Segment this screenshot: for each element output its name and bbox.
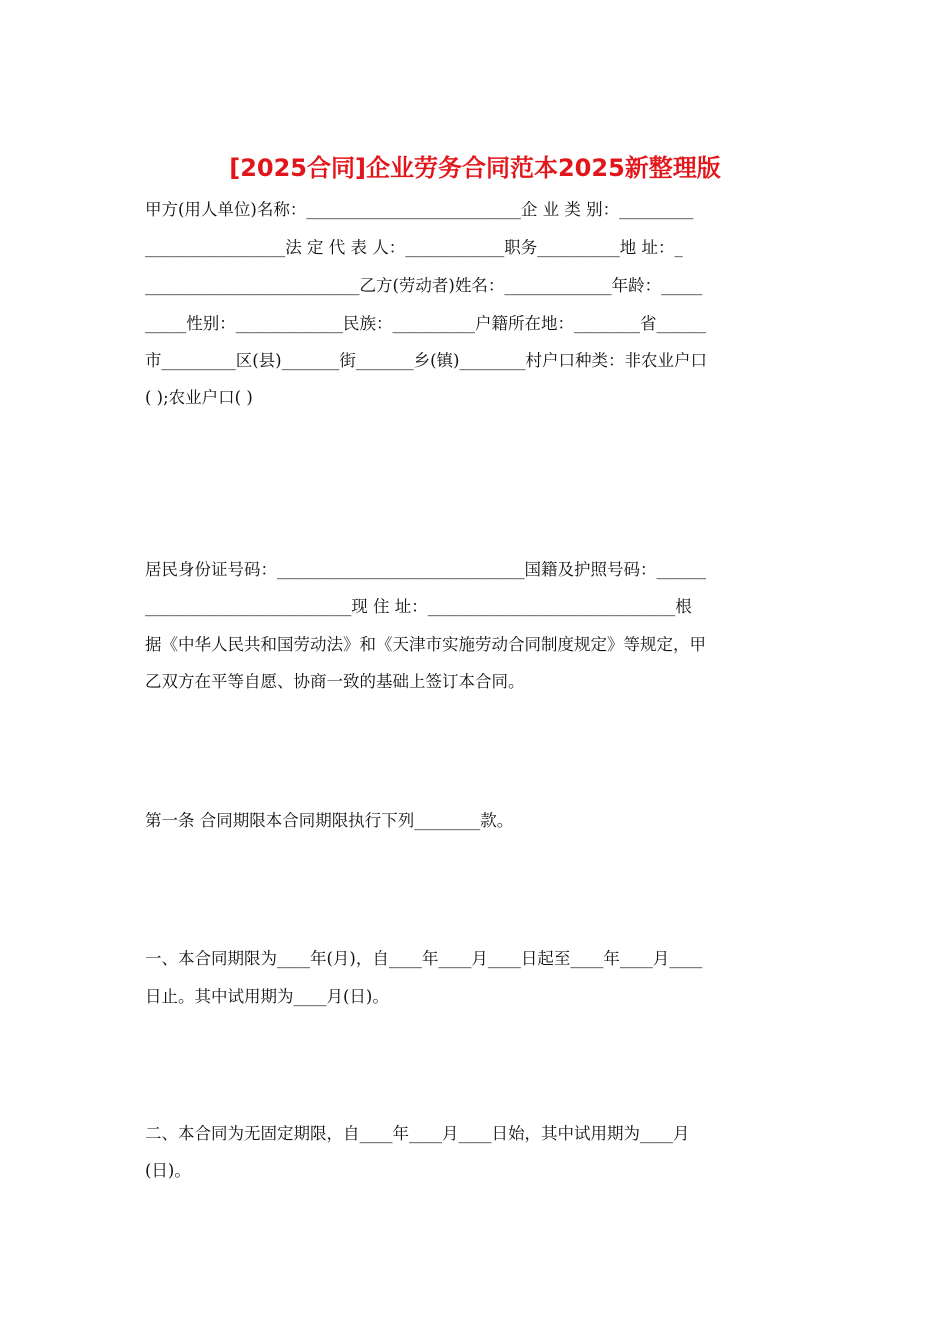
paragraph-line: _________________________现 住 址：______________________________根 xyxy=(145,597,692,616)
document-title: [2025合同]企业劳务合同范本2025新整理版 xyxy=(229,154,721,182)
paragraph-line: 居民身份证号码：______________________________国籍及护照号码：______ xyxy=(145,560,706,579)
paragraph-line: 甲方(用人单位)名称：__________________________企 业 类 别：_________ xyxy=(145,200,694,219)
paragraph-line: 据《中华人民共和国劳动法》和《天津市实施劳动合同制度规定》等规定，甲 xyxy=(145,635,706,654)
clause-line: 一、本合同期限为____年(月)，自____年____月____日起至____年____月____ xyxy=(145,949,703,968)
clause-line: 日止。其中试用期为____月(日)。 xyxy=(145,987,389,1006)
paragraph-line: _____性别：_____________民族：__________户籍所在地：________省______ xyxy=(145,314,706,333)
paragraph-line: 乙双方在平等自愿、协商一致的基础上签订本合同。 xyxy=(145,672,525,691)
paragraph-line: 市_________区(县)_______街_______乡(镇)________村户口种类：非农业户口 xyxy=(145,351,707,370)
paragraph-line: __________________________乙方(劳动者)姓名：_____________年龄：_____ xyxy=(145,276,703,295)
clause-line: 二、本合同为无固定期限，自____年____月____日始，其中试用期为____月 xyxy=(145,1124,690,1143)
paragraph-line: ( );农业户口( ) xyxy=(145,388,253,407)
article-heading: 第一条 合同期限本合同期限执行下列________款。 xyxy=(145,811,514,830)
paragraph-line: _________________法 定 代 表 人：____________职务__________地 址：_ xyxy=(145,238,683,257)
clause-line: (日)。 xyxy=(145,1161,191,1180)
